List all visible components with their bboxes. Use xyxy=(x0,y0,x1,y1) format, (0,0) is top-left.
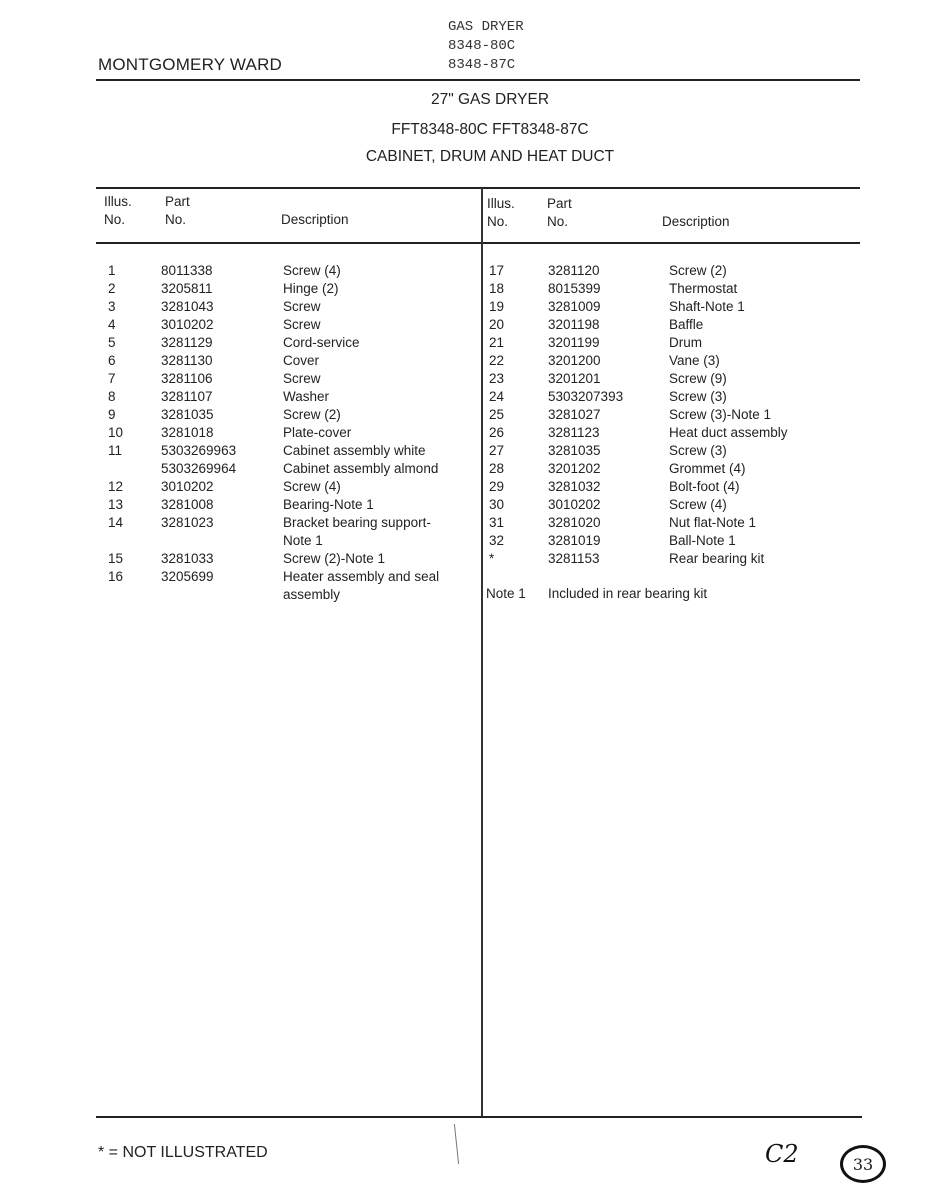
scan-mark xyxy=(454,1124,459,1164)
illus-number: 23 xyxy=(489,371,505,386)
header-description: Description xyxy=(662,214,730,229)
part-number: 8011338 xyxy=(161,263,213,278)
part-description: Screw (3) xyxy=(669,389,727,404)
part-number: 3281019 xyxy=(548,533,601,548)
header-part-no: Part No. xyxy=(165,194,190,227)
part-description: Screw xyxy=(283,371,321,386)
part-description: Note 1 xyxy=(283,533,323,548)
illus-number: 5 xyxy=(108,335,116,350)
illus-number: 28 xyxy=(489,461,505,476)
model-number: 8348-80C xyxy=(448,38,516,54)
illus-number: 19 xyxy=(489,299,505,314)
part-description: Plate-cover xyxy=(283,425,352,440)
part-number: 3205699 xyxy=(161,569,214,584)
part-description: Thermostat xyxy=(669,281,738,296)
illus-number: 24 xyxy=(489,389,505,404)
part-number: 5303269963 xyxy=(161,443,237,458)
part-description: Vane (3) xyxy=(669,353,720,368)
note-label: Note 1 xyxy=(486,586,526,601)
header-description: Description xyxy=(281,212,349,227)
part-description: Nut flat-Note 1 xyxy=(669,515,757,530)
illus-number: * xyxy=(489,551,495,566)
model-number: 8348-87C xyxy=(448,57,516,73)
part-number: 3281129 xyxy=(161,335,213,350)
part-number: 3201198 xyxy=(548,317,600,332)
illus-number: 3 xyxy=(108,299,116,314)
part-number: 3281008 xyxy=(161,497,214,512)
part-number: 3010202 xyxy=(161,317,214,332)
part-number: 3281023 xyxy=(161,515,214,530)
part-description: Washer xyxy=(283,389,330,404)
illus-number: 20 xyxy=(489,317,505,332)
handwritten-page-number: 33 xyxy=(852,1154,874,1174)
part-number: 3281107 xyxy=(161,389,213,404)
part-number: 3281020 xyxy=(548,515,601,530)
illus-number: 22 xyxy=(489,353,505,368)
illus-number: 29 xyxy=(489,479,505,494)
part-number: 5303269964 xyxy=(161,461,237,476)
part-number: 3281033 xyxy=(161,551,214,566)
illus-number: 18 xyxy=(489,281,505,296)
part-description: Screw (9) xyxy=(669,371,727,386)
part-description: Screw (2)-Note 1 xyxy=(283,551,386,566)
part-number: 3281009 xyxy=(548,299,601,314)
part-description: Grommet (4) xyxy=(669,461,746,476)
illus-number: 17 xyxy=(489,263,505,278)
illus-number: 32 xyxy=(489,533,505,548)
header-illus-no: Illus. No. xyxy=(487,196,515,229)
illus-number: 11 xyxy=(108,443,123,458)
part-description: Heater assembly and seal xyxy=(283,569,440,584)
part-number: 3281043 xyxy=(161,299,214,314)
part-description: Rear bearing kit xyxy=(669,551,765,566)
illus-number: 21 xyxy=(489,335,505,350)
part-description: Screw (2) xyxy=(669,263,727,278)
illus-number: 1 xyxy=(108,263,116,278)
part-description: Baffle xyxy=(669,317,704,332)
part-number: 3201202 xyxy=(548,461,601,476)
part-number: 3281035 xyxy=(548,443,601,458)
part-number: 3201200 xyxy=(548,353,601,368)
part-number: 3281018 xyxy=(161,425,214,440)
illus-number: 25 xyxy=(489,407,505,422)
illus-number: 7 xyxy=(108,371,116,386)
illus-number: 12 xyxy=(108,479,124,494)
part-number: 3201201 xyxy=(548,371,601,386)
part-number: 5303207393 xyxy=(548,389,624,404)
not-illustrated-legend: * = NOT ILLUSTRATED xyxy=(98,1144,268,1161)
column-divider xyxy=(481,188,483,1116)
illus-number: 26 xyxy=(489,425,505,440)
illus-number: 31 xyxy=(489,515,505,530)
part-number: 3281123 xyxy=(548,425,600,440)
part-description: Shaft-Note 1 xyxy=(669,299,745,314)
part-number: 3281106 xyxy=(161,371,213,386)
part-number: 3281130 xyxy=(161,353,213,368)
part-number: 3281120 xyxy=(548,263,600,278)
part-number: 8015399 xyxy=(548,281,601,296)
part-number: 3010202 xyxy=(548,497,601,512)
model-block xyxy=(448,18,524,75)
handwritten-page-circle xyxy=(840,1145,886,1183)
section-title: CABINET, DRUM AND HEAT DUCT xyxy=(365,148,615,165)
table-header-rule xyxy=(96,242,860,244)
header-illus-no: Illus. No. xyxy=(104,194,132,227)
brand-name: MONTGOMERY WARD xyxy=(98,55,283,74)
part-description: Ball-Note 1 xyxy=(669,533,736,548)
header-part-no: Part No. xyxy=(547,196,572,229)
part-description: Screw (4) xyxy=(283,479,341,494)
part-description: Bearing-Note 1 xyxy=(283,497,374,512)
table-bottom-rule xyxy=(96,1116,862,1118)
part-description: Cord-service xyxy=(283,335,360,350)
illus-number: 13 xyxy=(108,497,124,512)
header-divider xyxy=(96,79,860,81)
illus-number: 30 xyxy=(489,497,505,512)
illus-number: 8 xyxy=(108,389,116,404)
part-description: Drum xyxy=(669,335,702,350)
illus-number: 2 xyxy=(108,281,116,296)
part-description: Screw (3)-Note 1 xyxy=(669,407,772,422)
part-description: Screw (2) xyxy=(283,407,341,422)
part-description: Screw xyxy=(283,317,321,332)
illus-number: 16 xyxy=(108,569,124,584)
part-description: Bolt-foot (4) xyxy=(669,479,740,494)
illus-number: 14 xyxy=(108,515,124,530)
part-number: 3201199 xyxy=(548,335,600,350)
part-description: Heat duct assembly xyxy=(669,425,788,440)
part-number: 3010202 xyxy=(161,479,214,494)
part-description: Cover xyxy=(283,353,320,368)
product-type: GAS DRYER xyxy=(448,19,524,35)
part-description: Cabinet assembly almond xyxy=(283,461,439,476)
part-description: Bracket bearing support- xyxy=(283,515,431,530)
document-title: 27" GAS DRYER xyxy=(430,91,550,108)
part-number: 3205811 xyxy=(161,281,213,296)
part-description: Screw (4) xyxy=(283,263,341,278)
table-top-rule xyxy=(96,187,860,189)
note-text: Included in rear bearing kit xyxy=(548,586,708,601)
illus-number: 15 xyxy=(108,551,124,566)
part-description: assembly xyxy=(283,587,341,602)
handwritten-code: C2 xyxy=(765,1140,799,1168)
illus-number: 4 xyxy=(108,317,116,332)
model-subtitle: FFT8348-80C FFT8348-87C xyxy=(391,121,589,138)
illus-number: 27 xyxy=(489,443,505,458)
part-description: Screw (4) xyxy=(669,497,727,512)
illus-number: 10 xyxy=(108,425,124,440)
part-description: Screw (3) xyxy=(669,443,727,458)
part-number: 3281153 xyxy=(548,551,600,566)
part-description: Cabinet assembly white xyxy=(283,443,426,458)
part-number: 3281035 xyxy=(161,407,214,422)
part-number: 3281032 xyxy=(548,479,601,494)
part-description: Screw xyxy=(283,299,321,314)
illus-number: 9 xyxy=(108,407,116,422)
illus-number: 6 xyxy=(108,353,116,368)
part-description: Hinge (2) xyxy=(283,281,339,296)
part-number: 3281027 xyxy=(548,407,601,422)
